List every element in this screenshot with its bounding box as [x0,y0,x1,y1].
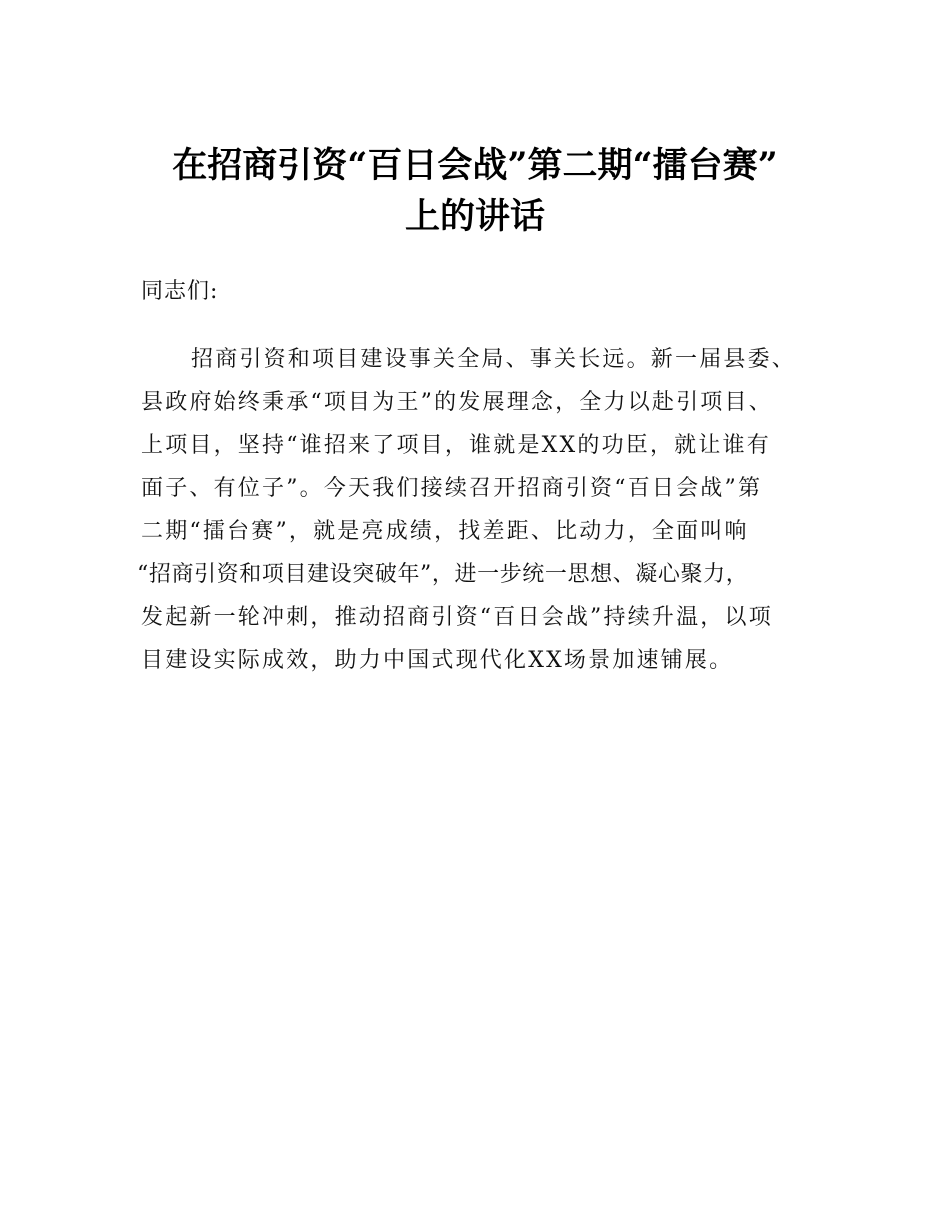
paragraph-line: 目建设实际成效，助力中国式现代化XX场景加速铺展。 [141,648,734,673]
paragraph-line: 面子、有位子”。今天我们接续召开招商引资“百日会战”第 [141,476,763,501]
document-title-line-2: 上的讲话 [404,196,545,237]
paragraph-line: “招商引资和项目建设突破年”，进一步统一思想、凝心聚力， [137,562,749,587]
paragraph-line: 上项目，坚持“谁招来了项目，谁就是XX的功臣，就让谁有 [141,433,771,458]
paragraph-line: 县政府始终秉承“项目为王”的发展理念，全力以赴引项目、 [141,390,773,415]
paragraph-line: 发起新一轮冲刺，推动招商引资“百日会战”持续升温，以项 [141,605,773,630]
body-paragraph [137,338,841,682]
document-title-line-1: 在招商引资“百日会战”第二期“擂台赛” [172,145,778,186]
paragraph-line: 招商引资和项目建设事关全局、事关长远。新一届县委、 [191,347,797,372]
paragraph-line: 二期“擂台赛”，就是亮成绩，找差距、比动力，全面叫响 [141,519,749,544]
salutation: 同志们: [141,279,219,304]
